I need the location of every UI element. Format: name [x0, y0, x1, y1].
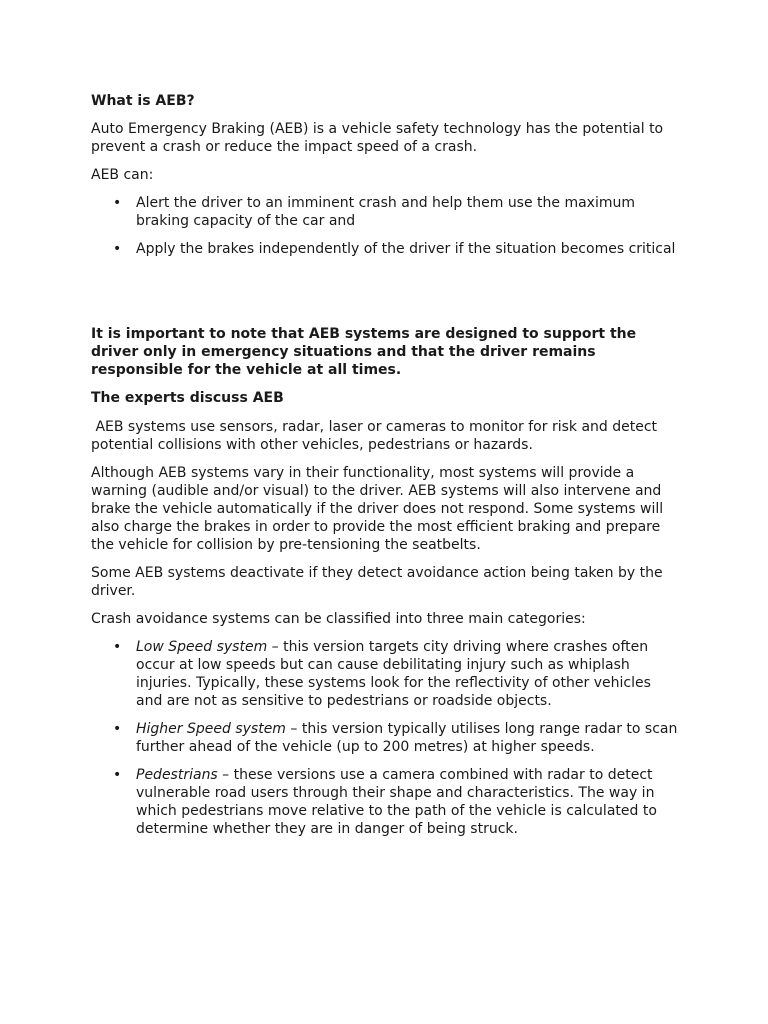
functionality-paragraph: Although AEB systems vary in their functionality, most systems will provide a warning (audible and/or visual) to the driver. AEB systems will also intervene and brake the vehicle automatically if the driver does not respond. Some systems will also charge the brakes in order to provide the most efficient braking and prepare the vehicle for collision by pre-tensioning the seatbelts. — [91, 465, 664, 553]
category-description: – this version targets city driving where crashes often occur at low speeds but can cause debilitating injury such as whiplash injuries. Typically, these systems look for the reflectivity of other vehicles and are not as sensitive to pedestrians or roadside objects. — [136, 639, 651, 709]
list-item — [91, 720, 681, 756]
sensors-paragraph — [91, 418, 681, 454]
list-item — [91, 766, 681, 838]
bullet-icon: • — [113, 195, 122, 211]
categories-intro-paragraph: Crash avoidance systems can be classified into three main categories: — [91, 611, 586, 627]
bullet-icon: • — [113, 721, 122, 737]
list-item-text: Alert the driver to an imminent crash and help them use the maximum braking capacity of the car and — [136, 195, 636, 229]
bullet-icon: • — [113, 241, 122, 257]
category-term: Pedestrians — [136, 767, 218, 783]
intro-paragraph: Auto Emergency Braking (AEB) is a vehicle safety technology has the potential to prevent a crash or reduce the impact speed of a crash. — [91, 121, 664, 155]
list-item — [91, 240, 681, 258]
bullet-icon: • — [113, 767, 122, 783]
list-item-text: Apply the brakes independently of the driver if the situation becomes critical — [136, 241, 676, 257]
categories-list — [91, 638, 681, 838]
important-note: It is important to note that AEB systems are designed to support the driver only in emergency situations and that the driver remains responsible for the vehicle at all times. — [91, 326, 637, 378]
category-term: Low Speed system — [136, 639, 268, 655]
list-item — [91, 638, 681, 710]
category-term: Higher Speed system — [136, 721, 286, 737]
bullet-icon: • — [113, 639, 122, 655]
deactivate-paragraph: Some AEB systems deactivate if they detect avoidance action being taken by the driver. — [91, 565, 663, 599]
aeb-can-label: AEB can: — [91, 167, 154, 183]
category-description: – these versions use a camera combined with radar to detect vulnerable road users through their shape and characteristics. The way in which pedestrians move relative to the path of the vehicle is calculated to determine whether they are in danger of being struck. — [136, 767, 657, 837]
aeb-can-list — [91, 194, 681, 258]
section-heading-what-is-aeb: What is AEB? — [91, 93, 195, 109]
sensors-text: AEB systems use sensors, radar, laser or cameras to monitor for risk and detect potential collisions with other vehicles, pedestrians or hazards. — [91, 419, 658, 453]
list-item — [91, 194, 681, 230]
document-page — [91, 91, 681, 838]
category-description: – this version typically utilises long range radar to scan further ahead of the vehicle (up to 200 metres) at higher speeds. — [136, 721, 678, 755]
section-heading-experts: The experts discuss AEB — [91, 390, 284, 406]
